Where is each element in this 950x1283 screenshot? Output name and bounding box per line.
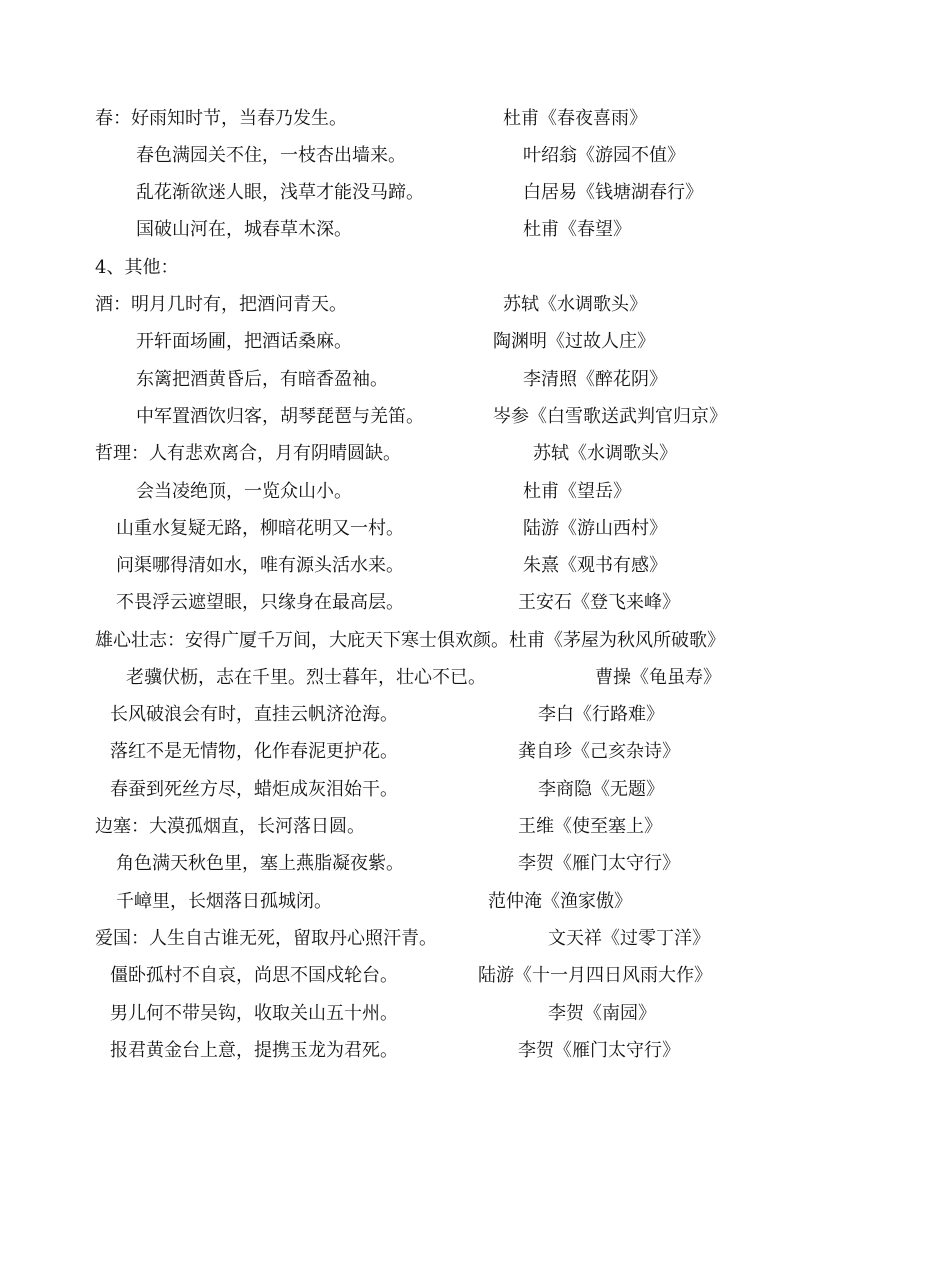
poem-source-ambition-5: 李商隐《无题》	[538, 779, 664, 800]
poem-source-spring-2: 叶绍翁《游园不值》	[523, 145, 685, 166]
poem-line-spring-4: 国破山河在，城春草木深。	[136, 219, 352, 240]
poem-line-philosophy-3: 山重水复疑无路，柳暗花明又一村。	[116, 518, 404, 539]
poem-line-ambition-2: 老骥伏枥，志在千里。烈士暮年，壮心不已。	[126, 667, 486, 688]
poem-line-spring-2: 春色满园关不住，一枝杏出墙来。	[136, 145, 406, 166]
poem-line-philosophy-2: 会当凌绝顶，一览众山小。	[136, 481, 352, 502]
poem-source-philosophy-1: 苏轼《水调歌头》	[533, 443, 677, 464]
poem-source-frontier-2: 李贺《雁门太守行》	[518, 853, 680, 874]
poem-source-spring-4: 杜甫《春望》	[523, 219, 631, 240]
poem-line-philosophy-5: 不畏浮云遮望眼，只缘身在最高层。	[116, 592, 404, 613]
poem-source-ambition-3: 李白《行路难》	[538, 704, 664, 725]
poem-line-ambition-1: 雄心壮志：安得广厦千万间，大庇天下寒士俱欢颜。杜甫《茅屋为秋风所破歌》	[95, 630, 725, 651]
poem-line-wine-4: 中军置酒饮归客，胡琴琵琶与羌笛。	[136, 406, 424, 427]
poem-line-wine-3: 东篱把酒黄昏后，有暗香盈袖。	[136, 369, 388, 390]
poem-source-patriotism-3: 李贺《南园》	[548, 1003, 656, 1024]
poem-source-ambition-2: 曹操《龟虽寿》	[595, 667, 721, 688]
poem-line-ambition-3: 长风破浪会有时，直挂云帆济沧海。	[110, 704, 398, 725]
poem-source-philosophy-2: 杜甫《望岳》	[523, 481, 631, 502]
poem-line-frontier-3: 千嶂里，长烟落日孤城闭。	[116, 891, 332, 912]
poem-line-spring-3: 乱花渐欲迷人眼，浅草才能没马蹄。	[136, 182, 424, 203]
poem-line-patriotism-2: 僵卧孤村不自哀，尚思不国戍轮台。	[110, 965, 398, 986]
poem-line-frontier-1: 边塞：大漠孤烟直，长河落日圆。	[95, 816, 365, 837]
poem-source-philosophy-4: 朱熹《观书有感》	[523, 555, 667, 576]
poem-source-patriotism-2: 陆游《十一月四日风雨大作》	[478, 965, 712, 986]
poem-source-wine-4: 岑参《白雪歌送武判官归京》	[493, 406, 727, 427]
poem-source-spring-3: 白居易《钱塘湖春行》	[523, 182, 703, 203]
poem-line-spring-1: 春：好雨知时节，当春乃发生。	[95, 108, 347, 129]
poem-source-patriotism-4: 李贺《雁门太守行》	[518, 1040, 680, 1061]
poem-source-patriotism-1: 文天祥《过零丁洋》	[548, 928, 710, 949]
section-heading-other: 4、其他：	[95, 257, 179, 278]
poem-line-patriotism-3: 男儿何不带吴钩，收取关山五十州。	[110, 1003, 398, 1024]
poem-line-philosophy-4: 问渠哪得清如水，唯有源头活水来。	[116, 555, 404, 576]
poem-line-wine-2: 开轩面场圃，把酒话桑麻。	[136, 331, 352, 352]
poem-source-frontier-1: 王维《使至塞上》	[518, 816, 662, 837]
poem-source-spring-1: 杜甫《春夜喜雨》	[503, 108, 647, 129]
poem-source-ambition-4: 龚自珍《己亥杂诗》	[518, 741, 680, 762]
poem-line-wine-1: 酒：明月几时有，把酒问青天。	[95, 294, 347, 315]
poem-source-frontier-3: 范仲淹《渔家傲》	[488, 891, 632, 912]
poem-source-wine-2: 陶渊明《过故人庄》	[493, 331, 655, 352]
poem-line-philosophy-1: 哲理：人有悲欢离合，月有阴晴圆缺。	[95, 443, 401, 464]
poem-source-wine-1: 苏轼《水调歌头》	[503, 294, 647, 315]
poem-line-ambition-5: 春蚕到死丝方尽，蜡炬成灰泪始干。	[110, 779, 398, 800]
poem-line-patriotism-1: 爱国：人生自古谁无死，留取丹心照汗青。	[95, 928, 437, 949]
poem-line-patriotism-4: 报君黄金台上意，提携玉龙为君死。	[110, 1040, 398, 1061]
poem-line-frontier-2: 角色满天秋色里，塞上燕脂凝夜紫。	[116, 853, 404, 874]
poem-source-philosophy-5: 王安石《登飞来峰》	[518, 592, 680, 613]
poem-source-philosophy-3: 陆游《游山西村》	[523, 518, 667, 539]
poem-line-ambition-4: 落红不是无情物，化作春泥更护花。	[110, 741, 398, 762]
poem-source-wine-3: 李清照《醉花阴》	[523, 369, 667, 390]
